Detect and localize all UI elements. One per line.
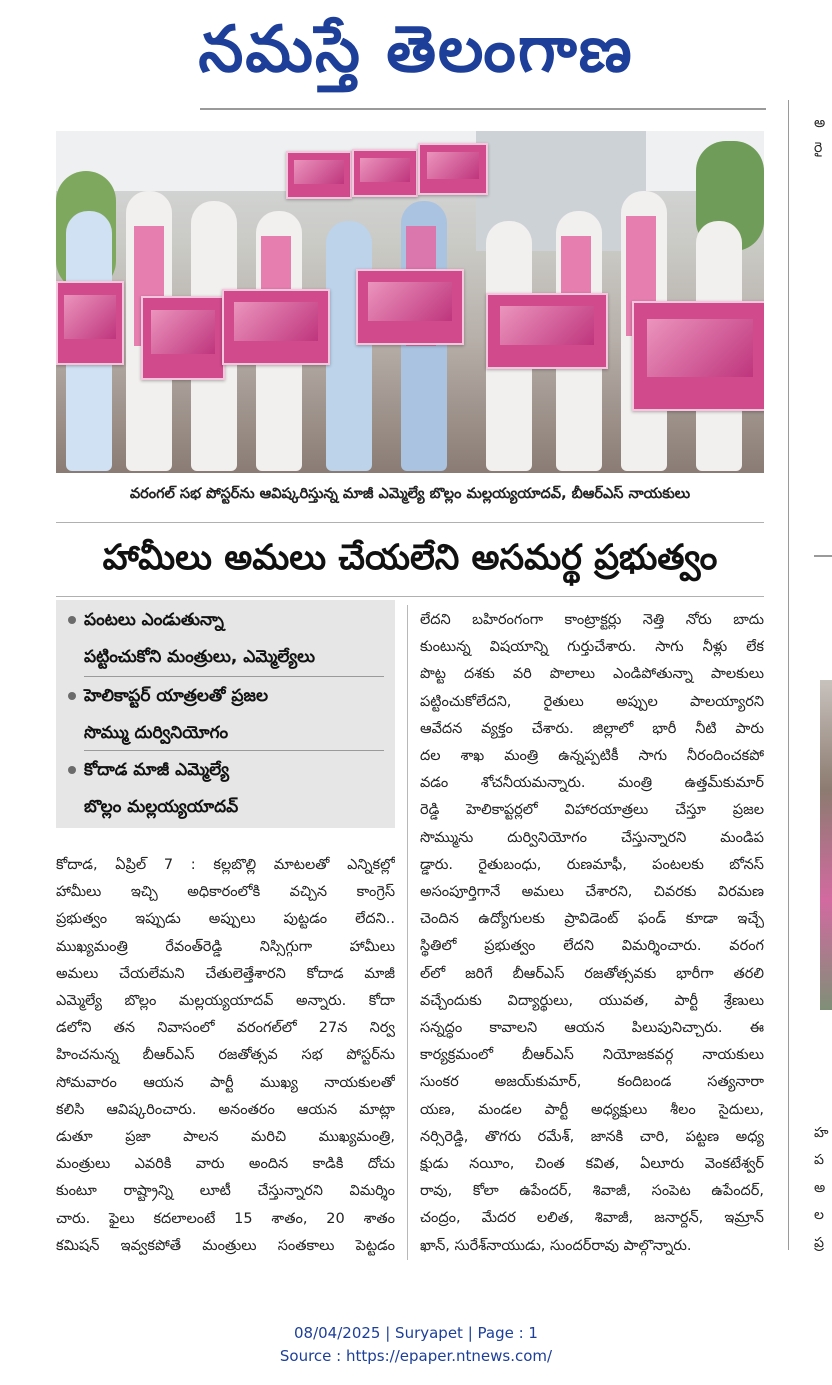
- footer-line-date: 08/04/2025 | Suryapet | Page : 1: [294, 1324, 538, 1342]
- article-line: సుంకర అజయ్‌కుమార్, కందిబండ సత్యనారా: [420, 1074, 764, 1091]
- bullet-icon: [68, 766, 76, 774]
- adjacent-article-snippet: అ: [814, 1180, 826, 1196]
- adjacent-article-snippet: అ: [814, 115, 826, 131]
- article-line: పట్టించుకోలేదని, రైతులు అప్పుల పాలయ్యారని: [420, 693, 764, 710]
- article-line: పొట్ట దశకు వరి పొలాలు ఎండిపోతున్నా పాలకులు: [420, 666, 764, 683]
- poster: [418, 143, 488, 195]
- highlight-line: సొమ్ము దుర్వినియోగం: [84, 723, 229, 743]
- article-line: ప్రభుత్వం ఇప్పుడు అప్పులు పుట్టడం లేదని..: [56, 911, 395, 928]
- article-line: అమలు చేయలేమని చేతులెత్తేశారని కోదాడ మాజీ: [56, 965, 395, 982]
- article-line: రెడ్డి హెలికాప్టర్లలో విహారయాత్రలు చేస్తూ ప్రజల: [420, 802, 764, 819]
- article-column-left: [56, 852, 395, 1260]
- article-line: దల శాఖ మంత్రి ఉన్నప్పటికీ సాగు నీరందించకపో: [420, 748, 764, 765]
- article-line: క్షుడు నయీం, చింత కవిత, ఏలూరు వెంకటేశ్వర్: [420, 1156, 764, 1173]
- article-line: వడం శోచనీయమన్నారు. మంత్రి ఉత్తమ్‌కుమార్: [420, 775, 764, 792]
- footer-line-source: Source : https://epaper.ntnews.com/: [279, 1347, 553, 1365]
- poster: [356, 269, 464, 345]
- article-line: ఆవేదన వ్యక్తం చేశారు. జిల్లాలో భారీ నీటి పారు: [420, 720, 764, 737]
- poster: [141, 296, 225, 380]
- highlight-divider: [84, 676, 384, 677]
- adjacent-article-snippet: ప: [814, 1152, 824, 1168]
- poster: [56, 281, 124, 365]
- highlight-line: పంటలు ఎండుతున్నా: [84, 610, 224, 630]
- article-line: హించనున్న బీఆర్ఎస్ రజతోత్సవ సభ పోస్టర్‌ను: [56, 1047, 395, 1064]
- highlight-line: పట్టించుకోని మంత్రులు, ఎమ్మెల్యేలు: [84, 647, 316, 667]
- highlight-item: [68, 752, 390, 826]
- newspaper-title: నమస్తే తెలంగాణ: [198, 13, 634, 87]
- top-rule: [200, 108, 766, 110]
- column-divider-right: [788, 100, 789, 1250]
- article-line: కుంటూ రాష్ట్రాన్ని లూటీ చేస్తున్నారని విమర్శిం: [56, 1183, 395, 1200]
- article-line: యణ, మండల పార్టీ అధ్యక్షులు శీలం సైదులు,: [420, 1101, 764, 1118]
- bullet-icon: [68, 692, 76, 700]
- highlights-box: [56, 600, 395, 828]
- article-line: ఖాన్, సురేశ్‌నాయుడు, సుందర్‌రావు పాల్గొన్నారు.: [420, 1237, 692, 1254]
- article-line: కలిసి ఆవిష్కరించారు. అనంతరం ఆయన మాట్లా: [56, 1101, 395, 1118]
- article-line: డుతూ ప్రజా పాలన మరిచి ముఖ్యమంత్రి,: [56, 1129, 395, 1146]
- photo-caption: వరంగల్ సభ పోస్టర్‌ను ఆవిష్కరిస్తున్న మాజీ ఎమ్మెల్యే బొల్లం మల్లయ్యయాదవ్, బీఆర్ఎస్ నాయకులు: [129, 486, 691, 502]
- article-column-right: [420, 607, 764, 1260]
- poster: [222, 289, 330, 365]
- article-line: ల్‌లో జరిగే బీఆర్ఎస్ రజతోత్సవకు భారీగా తరలి: [420, 965, 764, 982]
- highlight-line: బొల్లం మల్లయ్యయాదవ్: [84, 797, 239, 817]
- article-line: లేదని బహిరంగంగా కాంట్రాక్టర్లు నెత్తి నోరు బాదు: [420, 612, 764, 628]
- article-line: మంత్రులు ఎవరికి వారు అందిన కాడికి దోచు: [56, 1156, 395, 1173]
- article-line: కోదాడ, ఏప్రిల్ 7 : కల్లబొల్లి మాటలతో ఎన్నికల్లో: [56, 857, 395, 873]
- highlight-item: [68, 678, 390, 752]
- news-photo: [56, 131, 764, 473]
- adjacent-article-snippet: ప్ర: [814, 1235, 824, 1251]
- article-line: అసంపూర్తిగానే అమలు చేశారని, చివరకు విరమణ: [420, 884, 764, 901]
- article-line: చెందిన ఉద్యోగులకు ప్రావిడెంట్ ఫండ్ కూడా ఇచ్చే: [420, 911, 764, 928]
- adjacent-article-snippet: రై: [814, 140, 823, 156]
- article-line: సొమ్మును దుర్వినియోగం చేస్తున్నారని మండిప: [420, 829, 764, 846]
- article-line: డలోని తన నివాసంలో వరంగల్‌లో 27న నిర్వ: [56, 1020, 395, 1037]
- poster: [352, 149, 418, 197]
- poster: [286, 151, 352, 199]
- adjacent-article-snippet: ల: [814, 1207, 824, 1223]
- adjacent-photo: [820, 680, 832, 1010]
- article-line: రావు, కోలా ఉపేందర్, శివాజీ, సంపెట ఉపేందర్,: [420, 1183, 764, 1200]
- bullet-icon: [68, 616, 76, 624]
- caption-rule: [56, 522, 764, 523]
- article-line: సన్నద్ధం కావాలని ఆయన పిలుపునిచ్చారు. ఈ: [420, 1020, 764, 1037]
- article-line: కుంటున్న విషయాన్ని గుర్తుచేశారు. సాగు నీళ్లు లేక: [420, 639, 764, 656]
- article-line: ముఖ్యమంత్రి రేవంత్‌రెడ్డి నిస్సిగ్గుగా హామీలు: [56, 938, 395, 955]
- article-line: హామీలు ఇచ్చి అధికారంలోకి వచ్చిన కాంగ్రెస్: [56, 884, 395, 901]
- article-line: సోమవారం ఆయన పార్టీ ముఖ్య నాయకులతో: [56, 1074, 395, 1091]
- article-line: వచ్చేందుకు విద్యార్థులు, యువత, పార్టీ శ్రేణులు: [420, 992, 764, 1009]
- highlight-item: [68, 602, 390, 676]
- adjacent-rule: [814, 555, 832, 557]
- headline: హామీలు అమలు చేయలేని అసమర్థ ప్రభుత్వం: [102, 538, 718, 578]
- adjacent-article-snippet: హ: [814, 1125, 829, 1141]
- article-line: చంద్రం, మేదర లలిత, శివాజీ, జనార్దన్, ఇమ్రాన్: [420, 1210, 764, 1227]
- highlight-line: హెలికాప్టర్ యాత్రలతో ప్రజల: [84, 686, 268, 706]
- headline-rule: [56, 596, 764, 597]
- article-line: స్థితిలో ప్రభుత్వం లేదని విమర్శించారు. వరంగ: [420, 938, 764, 955]
- highlight-line: కోదాడ మాజీ ఎమ్మెల్యే: [84, 760, 229, 780]
- article-line: ఎమ్మెల్యే బొల్లం మల్లయ్యయాదవ్ అన్నారు. కోదా: [56, 993, 395, 1010]
- article-line: డ్డారు. రైతుబంధు, రుణమాఫీ, పంటలకు బోనస్: [420, 856, 764, 873]
- poster: [486, 293, 608, 369]
- article-line: కమిషన్ ఇవ్వకపోతే మంత్రులు సంతకాలు పెట్టడం: [56, 1237, 395, 1254]
- column-divider: [407, 605, 408, 1260]
- poster: [632, 301, 764, 411]
- article-line: కార్యక్రమంలో బీఆర్ఎస్ నియోజకవర్గ నాయకులు: [420, 1047, 764, 1064]
- highlight-divider: [84, 750, 384, 751]
- masthead: [0, 0, 832, 100]
- article-line: నర్సిరెడ్డి, తొగరు రమేశ్, జానకి చారి, పట్టణ అధ్య: [420, 1128, 764, 1145]
- article-line: చారు. ఫైలు కదలాలంటే 15 శాతం, 20 శాతం: [56, 1210, 395, 1227]
